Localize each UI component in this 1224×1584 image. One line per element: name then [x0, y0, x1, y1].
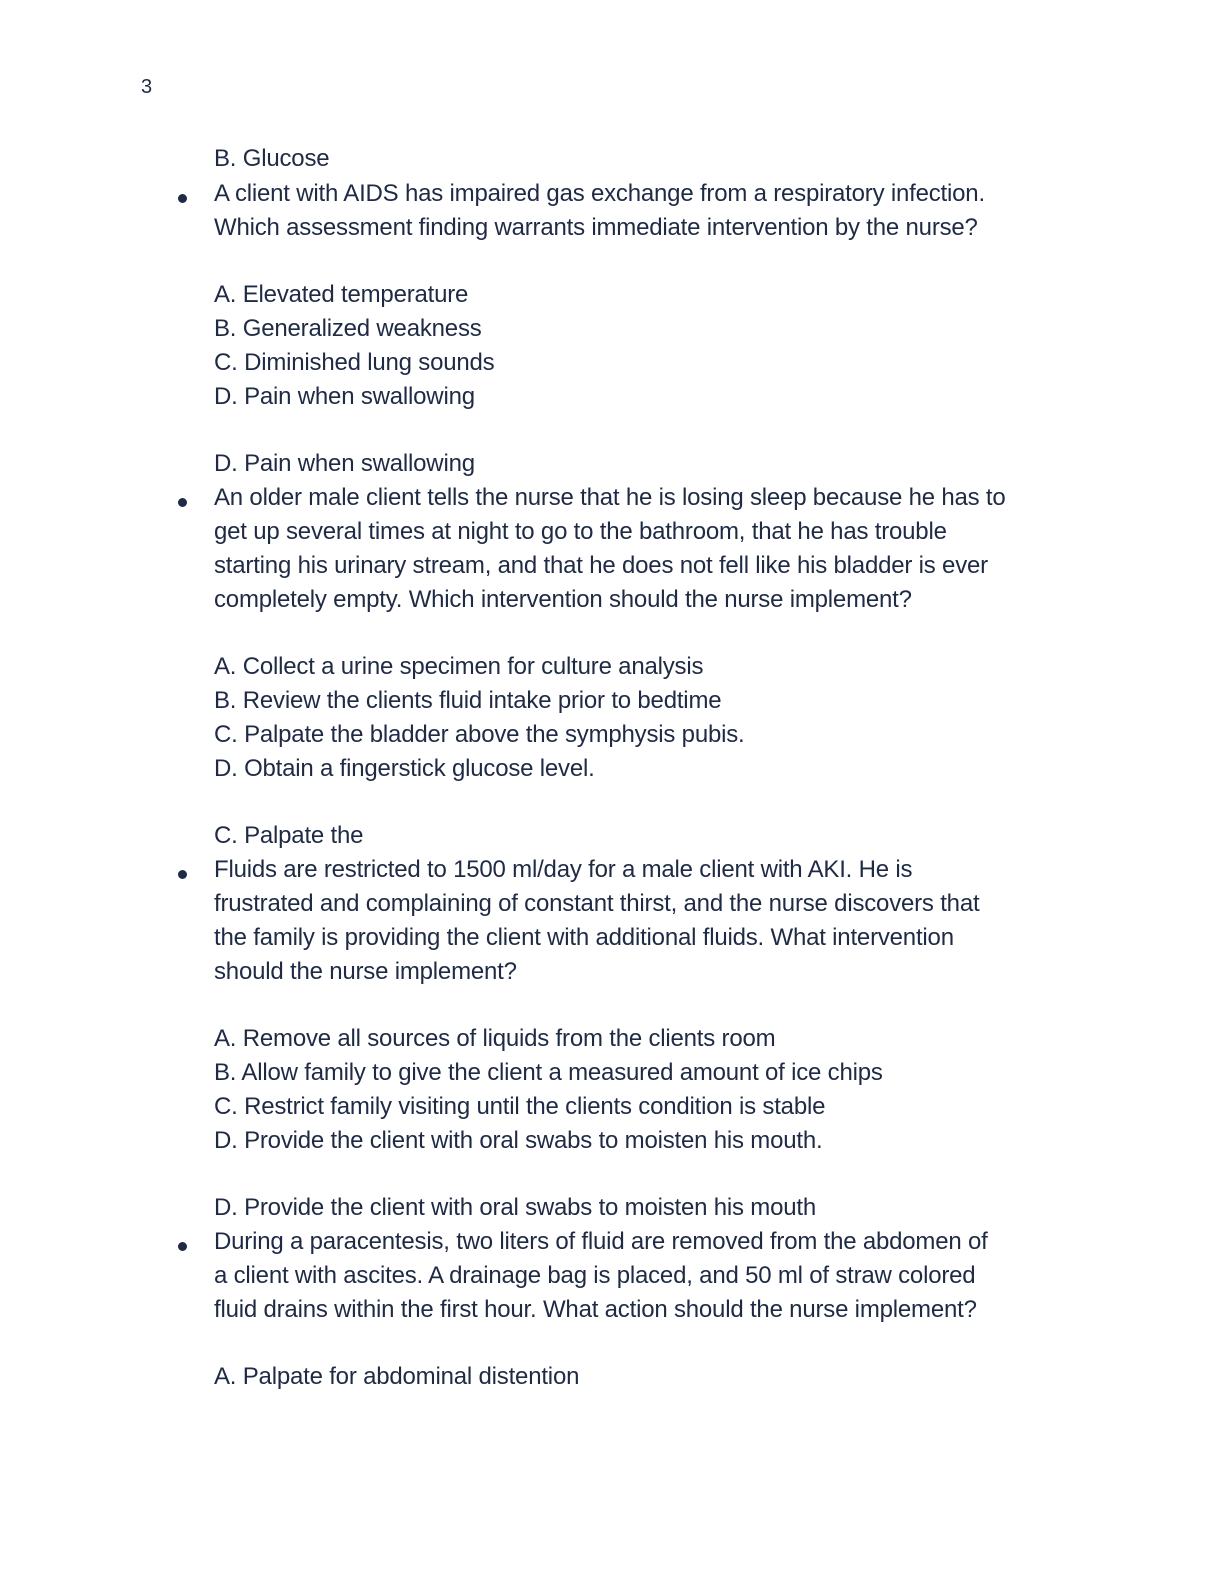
question-line: An older male client tells the nurse that he is losing sleep because he has to — [214, 484, 1006, 511]
bullet-icon — [178, 498, 187, 507]
page-number: 3 — [141, 76, 153, 98]
option-line: D. Obtain a fingerstick glucose level. — [214, 755, 595, 782]
question-line: a client with ascites. A drainage bag is placed, and 50 ml of straw colored — [214, 1262, 976, 1289]
option-line: A. Remove all sources of liquids from the clients room — [214, 1025, 776, 1052]
question-line: During a paracentesis, two liters of fluid are removed from the abdomen of — [214, 1228, 988, 1255]
question-line: Fluids are restricted to 1500 ml/day for a male client with AKI. He is — [214, 856, 913, 883]
question-line: completely empty. Which intervention should the nurse implement? — [214, 586, 912, 613]
question-line: A client with AIDS has impaired gas exchange from a respiratory infection. — [214, 180, 985, 207]
answer-line: D. Provide the client with oral swabs to moisten his mouth — [214, 1194, 817, 1221]
bullet-icon — [178, 1242, 187, 1251]
question-line: should the nurse implement? — [214, 958, 517, 985]
question-line: fluid drains within the first hour. What action should the nurse implement? — [214, 1296, 977, 1323]
question-line: frustrated and complaining of constant thirst, and the nurse discovers that — [214, 890, 980, 917]
option-line: C. Palpate the bladder above the symphysis pubis. — [214, 721, 745, 748]
option-line: A. Palpate for abdominal distention — [214, 1363, 580, 1390]
question-line: starting his urinary stream, and that he does not fell like his bladder is ever — [214, 552, 988, 579]
answer-line: C. Palpate the — [214, 822, 364, 849]
bullet-icon — [178, 870, 187, 879]
option-line: C. Restrict family visiting until the clients condition is stable — [214, 1093, 826, 1120]
option-line: B. Allow family to give the client a measured amount of ice chips — [214, 1059, 883, 1086]
question-line: Which assessment finding warrants immediate intervention by the nurse? — [214, 214, 978, 241]
option-line: B. Generalized weakness — [214, 315, 482, 342]
bullet-icon — [178, 194, 187, 203]
question-line: the family is providing the client with additional fluids. What intervention — [214, 924, 954, 951]
question-line: get up several times at night to go to the bathroom, that he has trouble — [214, 518, 947, 545]
answer-line: D. Pain when swallowing — [214, 450, 475, 477]
option-line: A. Collect a urine specimen for culture analysis — [214, 653, 704, 680]
option-line: A. Elevated temperature — [214, 281, 469, 308]
option-line: C. Diminished lung sounds — [214, 349, 495, 376]
option-line: D. Provide the client with oral swabs to moisten his mouth. — [214, 1127, 823, 1154]
option-line: B. Review the clients fluid intake prior to bedtime — [214, 687, 722, 714]
option-line: D. Pain when swallowing — [214, 383, 475, 410]
answer-line: B. Glucose — [214, 145, 330, 172]
